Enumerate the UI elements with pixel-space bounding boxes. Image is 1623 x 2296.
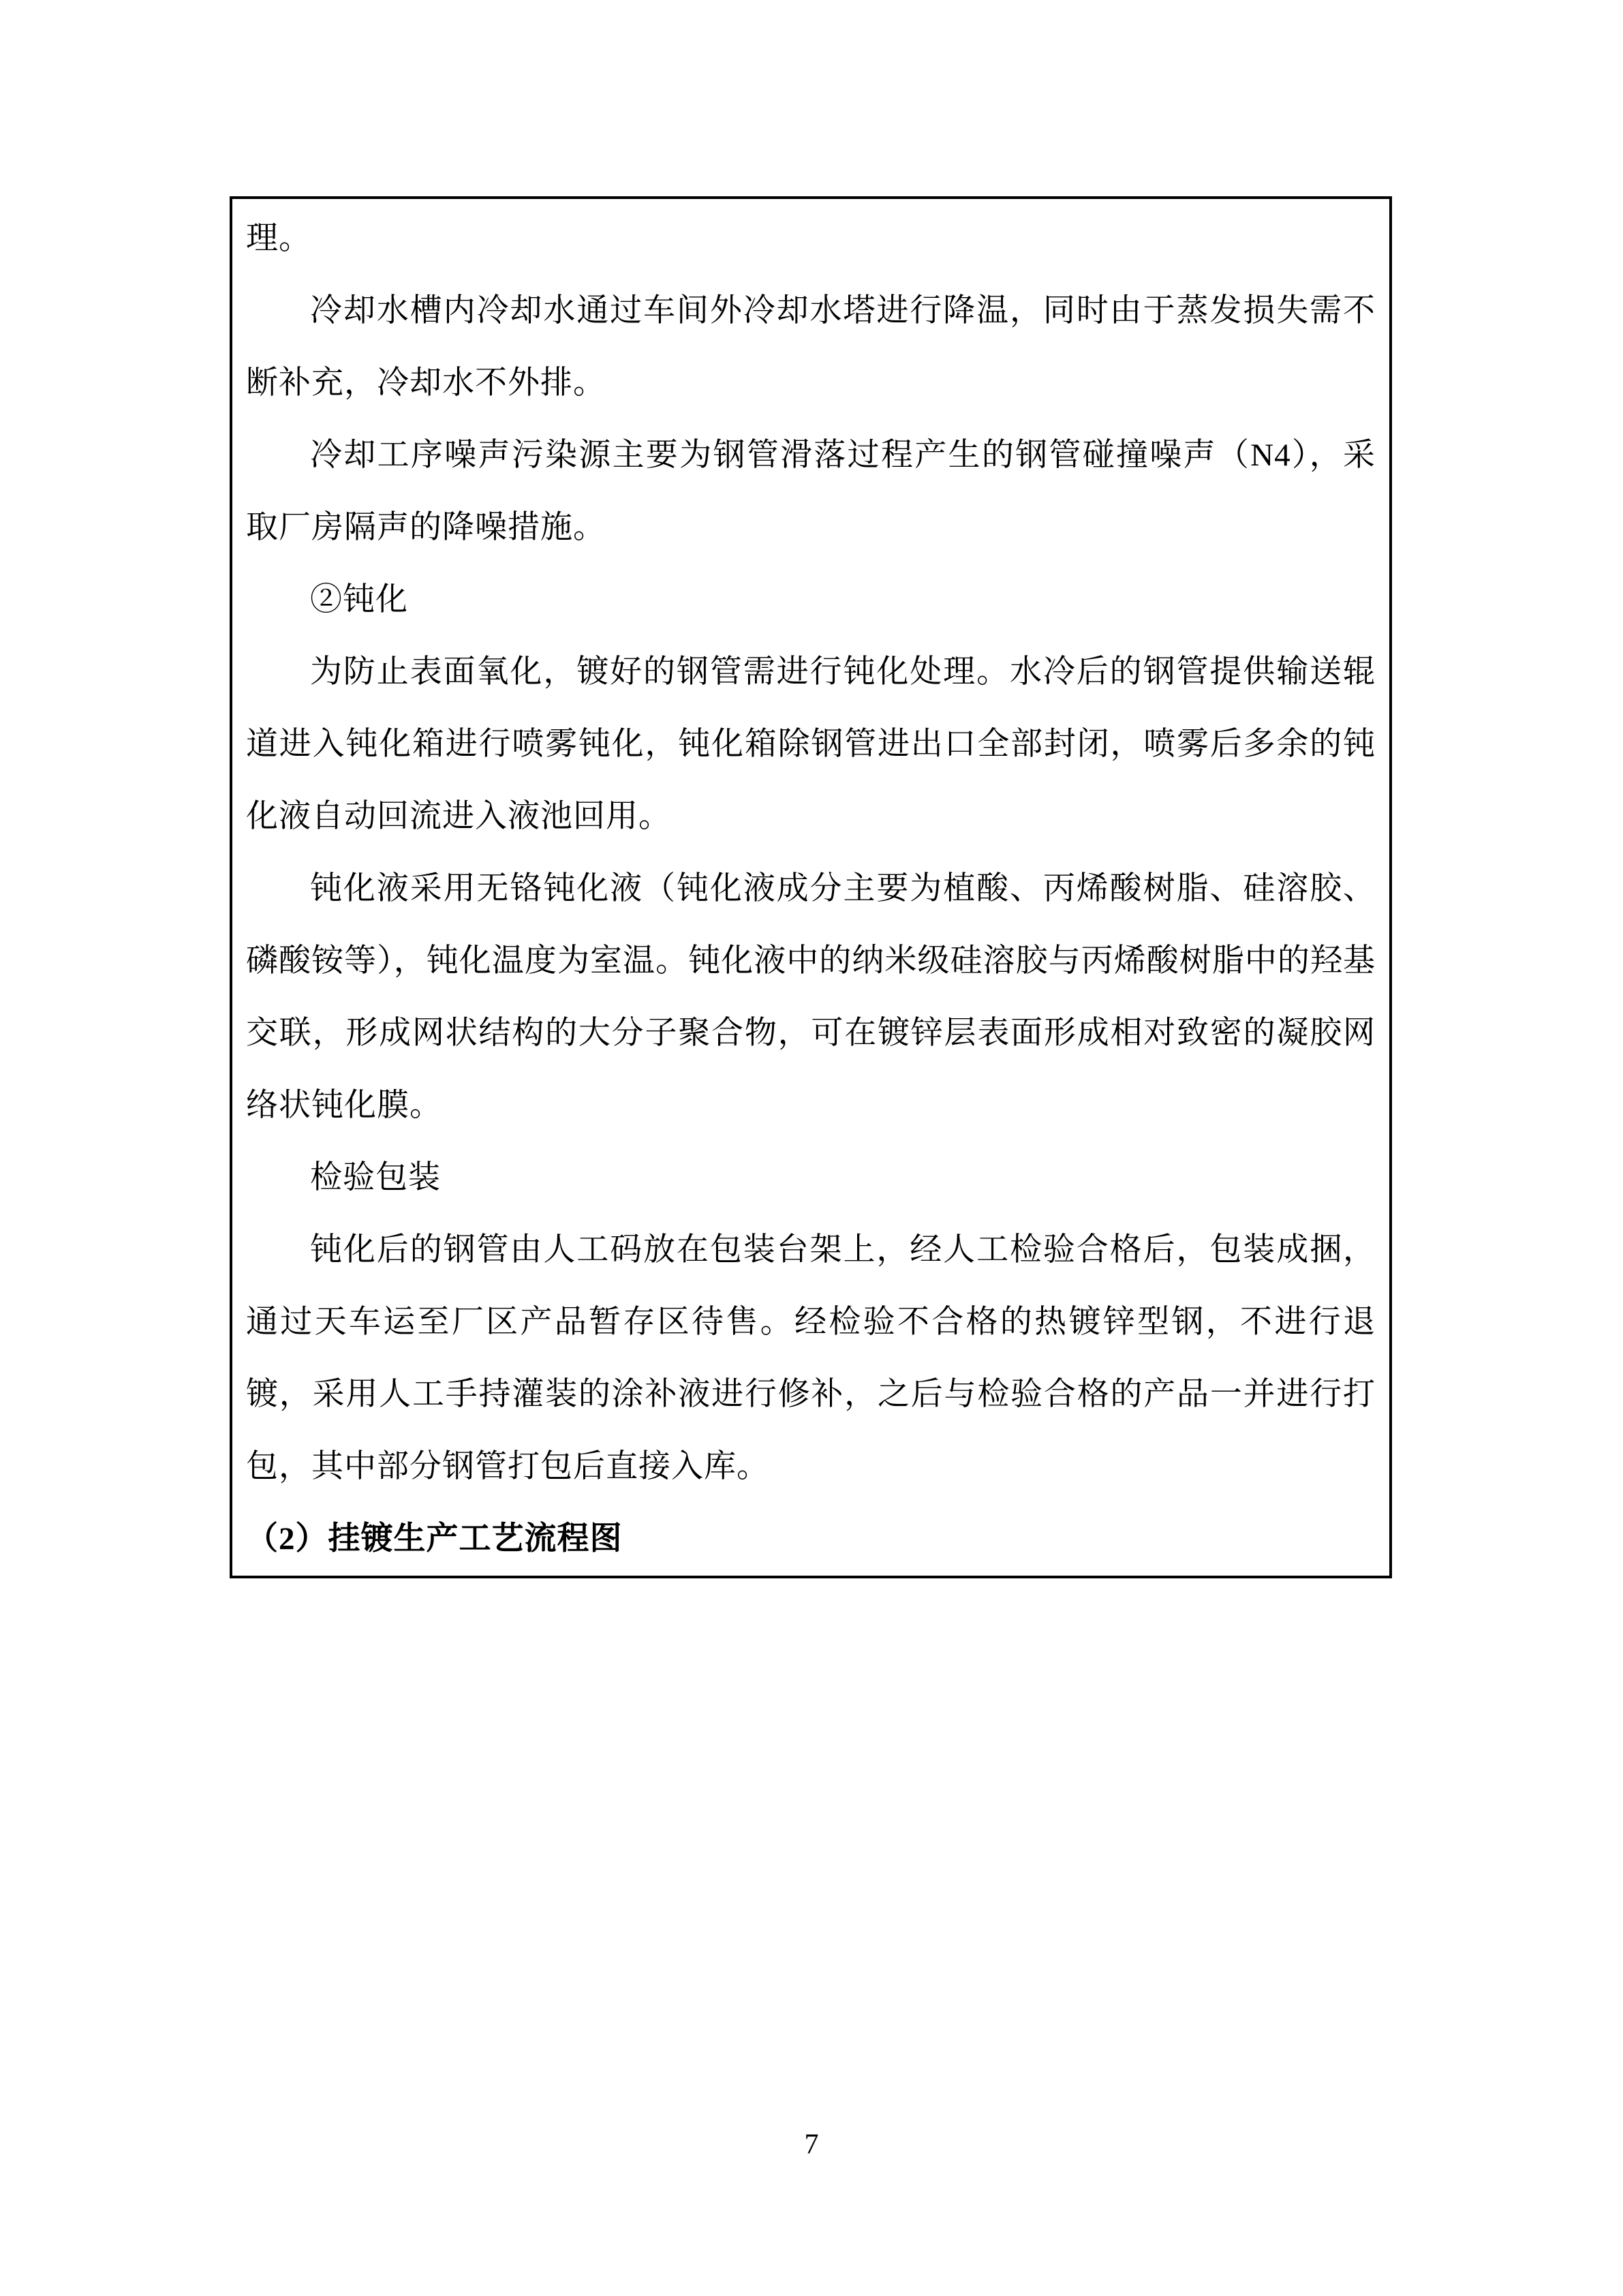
paragraph-cooling-noise: 冷却工序噪声污染源主要为钢管滑落过程产生的钢管碰撞噪声（N4），采取厂房隔声的降噪措施。 [246,438,1376,545]
subsection-heading-passivation: ②钝化 [310,582,408,617]
page-number: 7 [804,2129,819,2160]
paragraph-inspection-packing: 钝化后的钢管由人工码放在包装台架上，经人工检验合格后，包装成捆，通过天车运至厂区产品暂存区待售。经检验不合格的热镀锌型钢，不进行退镀，采用人工手持灌装的涂补液进行修补，之后与检验合格的产品一并进行打包，其中部分钢管打包后直接入库。 [246,1232,1376,1484]
content-frame [230,196,1392,1578]
paragraph-passivation-liquid: 钝化液采用无铬钝化液（钝化液成分主要为植酸、丙烯酸树脂、硅溶胶、磷酸铵等），钝化温度为室温。钝化液中的纳米级硅溶胶与丙烯酸树脂中的羟基交联，形成网状结构的大分子聚合物，可在镀锌层表面形成相对致密的凝胶网络状钝化膜。 [246,871,1376,1123]
section-heading-flow-diagram: （2）挂镀生产工艺流程图 [246,1521,623,1557]
subsection-heading-inspection-packing: 检验包装 [310,1160,441,1195]
paragraph-passivation-process: 为防止表面氧化，镀好的钢管需进行钝化处理。水冷后的钢管提供输送辊道进入钝化箱进行喷雾钝化，钝化箱除钢管进出口全部封闭，喷雾后多余的钝化液自动回流进入液池回用。 [246,654,1376,834]
paragraph-cooling-water: 冷却水槽内冷却水通过车间外冷却水塔进行降温，同时由于蒸发损失需不断补充，冷却水不外排。 [246,293,1376,401]
paragraph-continuation: 理。 [246,221,311,256]
